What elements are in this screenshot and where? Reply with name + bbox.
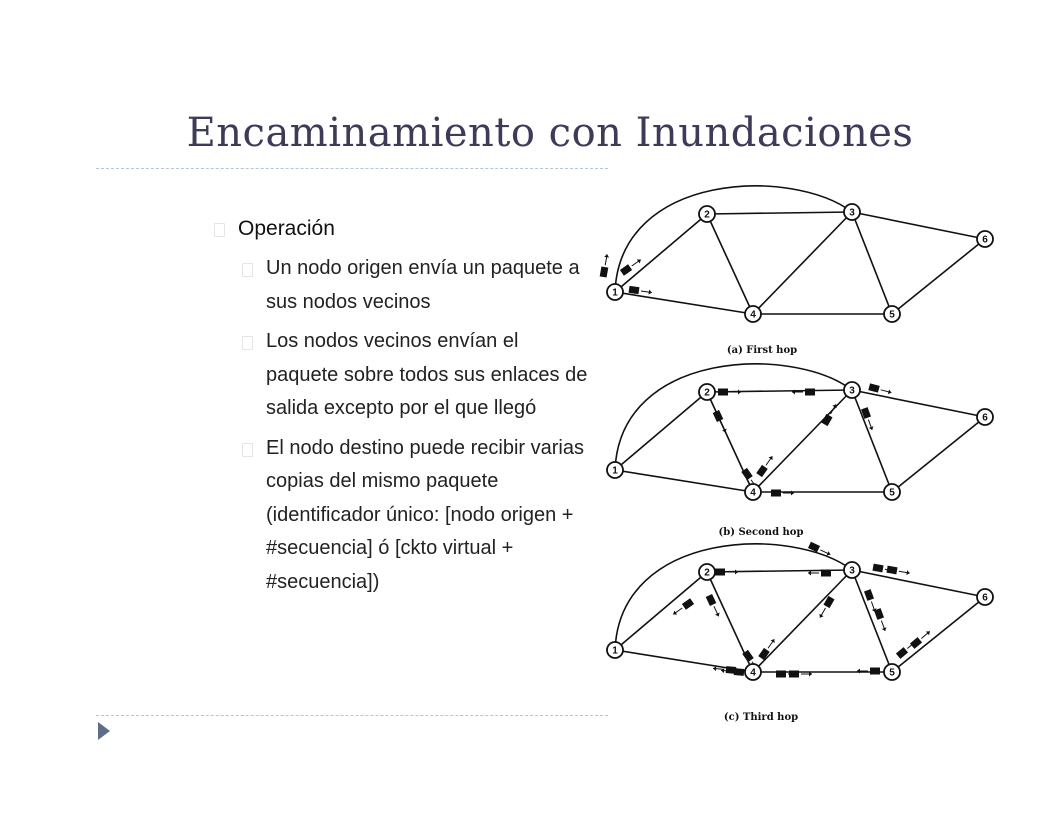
packet-icon [808, 542, 832, 558]
bullet-list [214, 212, 594, 599]
packet-body [718, 389, 728, 396]
network-link [852, 570, 892, 672]
packet-icon [771, 490, 794, 497]
node-label: 5 [889, 309, 895, 321]
bullet-marker-icon [242, 443, 253, 457]
packet-body [896, 647, 908, 659]
packet-body [629, 286, 640, 294]
packet-arrowhead [869, 426, 875, 431]
node-label: 6 [982, 412, 988, 424]
node-label: 2 [704, 387, 710, 399]
packet-body [864, 589, 874, 601]
network-link [892, 597, 985, 672]
packet-body [620, 264, 632, 275]
sub-bullet [242, 432, 594, 600]
bullet-heading-text: Operación [238, 217, 335, 240]
packet-body [776, 671, 786, 678]
sub-bullet-text: Un nodo origen envía un paquete a sus nodos vecinos [266, 257, 580, 313]
packet-icon [864, 589, 878, 613]
packet-arrowhead [637, 258, 642, 264]
packet-body [600, 266, 609, 277]
network-link [707, 212, 852, 214]
packet-body [821, 414, 832, 426]
node-label: 6 [982, 592, 988, 604]
packet-body [872, 564, 883, 573]
sub-bullet [242, 325, 594, 426]
packet-icon [886, 566, 910, 577]
packet-body [706, 594, 717, 606]
packet-icon [792, 389, 815, 396]
node-label: 1 [612, 287, 618, 299]
bullet-heading [214, 212, 594, 246]
network-link [852, 390, 892, 492]
node-label: 2 [704, 567, 710, 579]
network-link [615, 392, 707, 470]
network-link [615, 572, 707, 650]
node-label: 1 [612, 465, 618, 477]
packet-body [886, 566, 897, 575]
top-divider [96, 168, 608, 169]
network-link [615, 364, 852, 470]
nav-arrow-icon[interactable] [98, 722, 110, 740]
packet-arrowhead [882, 627, 888, 632]
packet-body [805, 389, 815, 396]
packet-icon [620, 257, 643, 276]
slide-title: Encaminamiento con Inundaciones [186, 110, 914, 156]
node-label: 3 [849, 385, 855, 397]
network-link [707, 214, 753, 314]
node-label: 5 [889, 667, 895, 679]
node-label: 3 [849, 565, 855, 577]
network-link [615, 544, 852, 650]
network-link [892, 417, 985, 492]
network-link [852, 212, 985, 239]
flooding-diagram [596, 180, 1016, 730]
bottom-divider [96, 715, 608, 716]
node-label: 4 [750, 667, 756, 679]
packet-icon [671, 598, 694, 617]
sub-bullet-text: El nodo destino puede recibir varias copias del mismo paquete (identificador único: [nodo origen + #secuencia] ó [ckto virtual + #secuencia]) [266, 436, 584, 593]
bullet-marker-icon [242, 336, 253, 350]
packet-icon [910, 629, 932, 649]
packet-arrowhead [672, 611, 677, 617]
packet-arrowhead [771, 638, 777, 643]
network-link [852, 212, 892, 314]
packet-arrowhead [738, 390, 741, 395]
packet-body [870, 668, 880, 675]
packet-body [715, 569, 725, 576]
network-link [615, 470, 753, 492]
network-link [892, 239, 985, 314]
packet-arrowhead [713, 666, 716, 671]
packet-body [713, 410, 724, 422]
node-label: 5 [889, 487, 895, 499]
packet-arrowhead [769, 455, 775, 460]
packet-arrowhead [735, 570, 738, 575]
network-link [753, 570, 852, 672]
node-label: 3 [849, 207, 855, 219]
diagram-panel [607, 542, 993, 723]
packet-body [771, 490, 781, 497]
packet-body [682, 598, 694, 609]
packet-body [910, 637, 922, 649]
packet-body [789, 671, 799, 678]
diagram-panel [600, 186, 993, 356]
sub-bullet-text: Los nodos vecinos envían el paquete sobre todos sus enlaces de salida excepto por el que llegó [266, 330, 588, 419]
network-link [615, 292, 753, 314]
packet-arrowhead [715, 613, 721, 618]
network-link [753, 212, 852, 314]
packet-arrowhead [649, 290, 653, 295]
bullet-marker-icon [242, 263, 253, 277]
node-label: 4 [750, 487, 756, 499]
network-link [707, 390, 852, 392]
packet-icon [874, 608, 888, 632]
sub-bullet [242, 252, 594, 319]
diagram-panel [607, 364, 993, 538]
node-label: 6 [982, 234, 988, 246]
panel-caption: (c) Third hop [723, 712, 799, 723]
panel-caption: (b) Second hop [718, 527, 804, 538]
node-label: 2 [704, 209, 710, 221]
packet-icon [600, 254, 611, 278]
network-link [615, 214, 707, 292]
panel-caption: (a) First hop [726, 345, 798, 356]
packet-body [821, 570, 831, 577]
bullet-marker-icon [214, 223, 225, 237]
node-label: 1 [612, 645, 618, 657]
network-link [615, 186, 852, 292]
network-link [852, 390, 985, 417]
packet-icon [857, 668, 880, 675]
packet-icon [756, 454, 775, 477]
packet-body [734, 668, 745, 676]
packet-body [756, 465, 767, 477]
packet-icon [817, 596, 835, 619]
node-label: 4 [750, 309, 756, 321]
network-link [753, 390, 852, 492]
packet-arrowhead [818, 614, 824, 619]
packet-body [758, 648, 769, 660]
packet-body [868, 383, 879, 392]
